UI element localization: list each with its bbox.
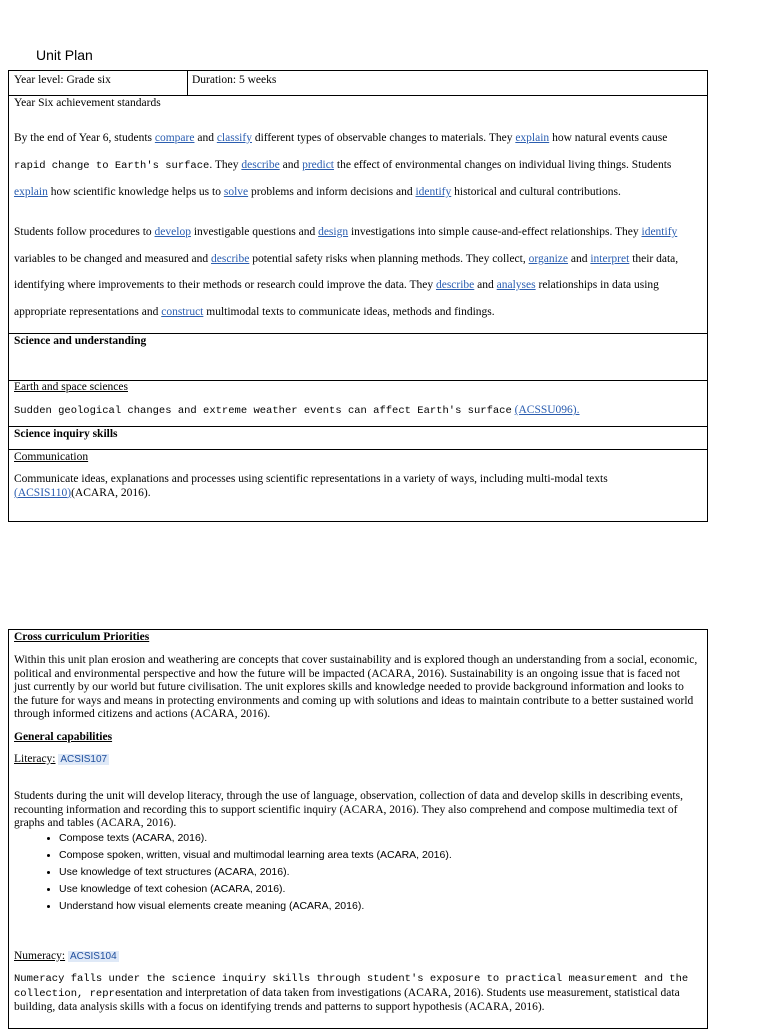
term-link[interactable]: analyses <box>496 279 536 291</box>
standards-paragraph-1 <box>14 125 699 206</box>
term-link[interactable]: design <box>318 226 349 238</box>
bullet-item: • Understand how visual elements create meaning (ACARA, 2016). <box>59 898 452 915</box>
term-link[interactable]: solve <box>223 186 249 198</box>
term-link[interactable]: develop <box>154 226 191 238</box>
paragraph-text: Students follow procedures to <box>14 226 155 238</box>
paragraph-text: . They <box>209 158 242 171</box>
paragraph-text: investigable questions and <box>190 226 319 238</box>
paragraph-text: the effect of environmental changes on individual living things. Students <box>334 158 672 171</box>
numeracy-lead: Numeracy falls under the science inquiry skills through student's exposure to practical measurement and the collection, repre <box>14 973 689 1000</box>
year-level: Year level: Grade six <box>14 74 111 86</box>
ccp-text: Within this unit plan erosion and weathering are concepts that cover sustainability and is explored though an understanding from a social, economic, political and environmental perspective and how the future will be impacted (ACARA, 2016). Sustainability is an ongoing issue that is faced not just currently by our world but future civilisation. The unit explores skills and knowledge needed to provide background information and looks to the future for ways and means in protecting environments and coming up with solutions and ideas to maintain contribute to a better sustained world through informed citizens and actions (ACARA, 2016). <box>14 654 698 720</box>
paragraph-text: and <box>568 252 591 265</box>
duration: Duration: 5 weeks <box>192 74 277 86</box>
science-understanding-heading: Science and understanding <box>14 335 147 347</box>
paragraph-text: investigations into simple cause-and-effect relationships. They <box>348 226 642 238</box>
paragraph-text: By the end of Year 6, students <box>14 132 155 144</box>
literacy-row <box>14 752 109 767</box>
paragraph-text: their data, identifying where improvements to their methods or research could improve the data. They <box>14 252 679 291</box>
literacy-code[interactable]: ACSIS107 <box>60 754 108 765</box>
paragraph-text: different types of observable changes to materials. They <box>251 132 516 144</box>
inquiry-cite: (ACARA, 2016). <box>71 486 151 499</box>
numeracy-row <box>14 949 119 964</box>
acsis110-link[interactable]: (ACSIS110) <box>14 486 72 499</box>
term-link[interactable]: classify <box>216 132 252 144</box>
numeracy-text <box>14 972 699 1015</box>
term-link[interactable]: identify <box>415 186 452 198</box>
bullet-item: • Compose texts (ACARA, 2016). <box>59 830 452 847</box>
acssu096-text: Sudden geological changes and extreme weather events can affect Earth's surface <box>14 405 512 417</box>
numeracy-rest: sentation and interpretation of data taken from investigations (ACARA, 2016). Students use measurement, statistical data building, data analysis skills with a focus on identifying trends and patterns to support hypothesis (ACARA, 2016). <box>14 986 680 1013</box>
general-capabilities-heading: General capabilities <box>14 731 113 743</box>
standards-paragraph-2 <box>14 219 699 325</box>
term-link[interactable]: explain <box>14 186 48 198</box>
paragraph-text: potential safety risks when planning methods. They collect, <box>249 252 529 265</box>
bullet-item: • Use knowledge of text structures (ACARA, 2016). <box>59 864 452 881</box>
numeracy-code[interactable]: ACSIS104 <box>69 951 117 962</box>
paragraph-text: multimodal texts to communicate ideas, methods and findings. <box>203 305 495 318</box>
term-link[interactable]: predict <box>302 158 335 171</box>
term-link[interactable]: organize <box>528 252 568 265</box>
term-link[interactable]: describe <box>435 279 475 291</box>
term-link[interactable]: identify <box>641 226 678 238</box>
emphasis-text: rapid change to Earth's surface <box>14 159 210 172</box>
inquiry-heading: Science inquiry skills <box>14 428 118 440</box>
term-link[interactable]: describe <box>211 252 250 265</box>
unit-plan-table <box>8 70 708 522</box>
doc-title: Unit Plan <box>36 47 93 63</box>
paragraph-text: and <box>194 132 217 144</box>
paragraph-text: relationships in data using appropriate representations and <box>14 279 659 318</box>
term-link[interactable]: describe <box>241 158 280 171</box>
communication-subheading: Communication <box>14 451 89 463</box>
literacy-bullets <box>39 830 452 915</box>
bullet-item: • Use knowledge of text cohesion (ACARA, 2016). <box>59 881 452 898</box>
acssu096-row <box>14 403 580 418</box>
term-link[interactable]: construct <box>161 305 204 318</box>
paragraph-text: problems and inform decisions and <box>248 186 416 198</box>
earth-space-subheading: Earth and space sciences <box>14 381 128 393</box>
literacy-text: Students during the unit will develop literacy, through the use of language, observation, collection of data and develop skills in describing events, recounting information and recording this to support scientific inquiry (ACARA, 2016). They also comprehend and compose multimedia text of graphs and tables (ACARA, 2016). <box>14 790 683 829</box>
term-link[interactable]: explain <box>515 132 550 144</box>
capabilities-table <box>8 629 708 1029</box>
ccp-heading: Cross curriculum Priorities <box>14 631 150 643</box>
literacy-label: Literacy: <box>14 753 56 765</box>
acssu096-link[interactable]: (ACSSU096). <box>514 404 580 416</box>
term-link[interactable]: interpret <box>590 252 630 265</box>
paragraph-text: how scientific knowledge helps us to <box>47 186 224 198</box>
inquiry-text <box>14 473 647 500</box>
term-link[interactable]: compare <box>154 132 195 144</box>
paragraph-text: variables to be changed and measured and <box>14 252 212 265</box>
bullet-item: • Compose spoken, written, visual and multimodal learning area texts (ACARA, 2016). <box>59 847 452 864</box>
paragraph-text: how natural events cause <box>549 132 668 144</box>
paragraph-text: and <box>279 158 303 171</box>
standards-heading: Year Six achievement standards <box>14 97 161 109</box>
numeracy-label: Numeracy: <box>14 950 66 962</box>
paragraph-text: and <box>474 279 497 291</box>
inquiry-body: Communicate ideas, explanations and processes using scientific representations in a variety of ways, including multi-modal texts <box>14 473 608 485</box>
paragraph-text: historical and cultural contributions. <box>451 186 621 198</box>
